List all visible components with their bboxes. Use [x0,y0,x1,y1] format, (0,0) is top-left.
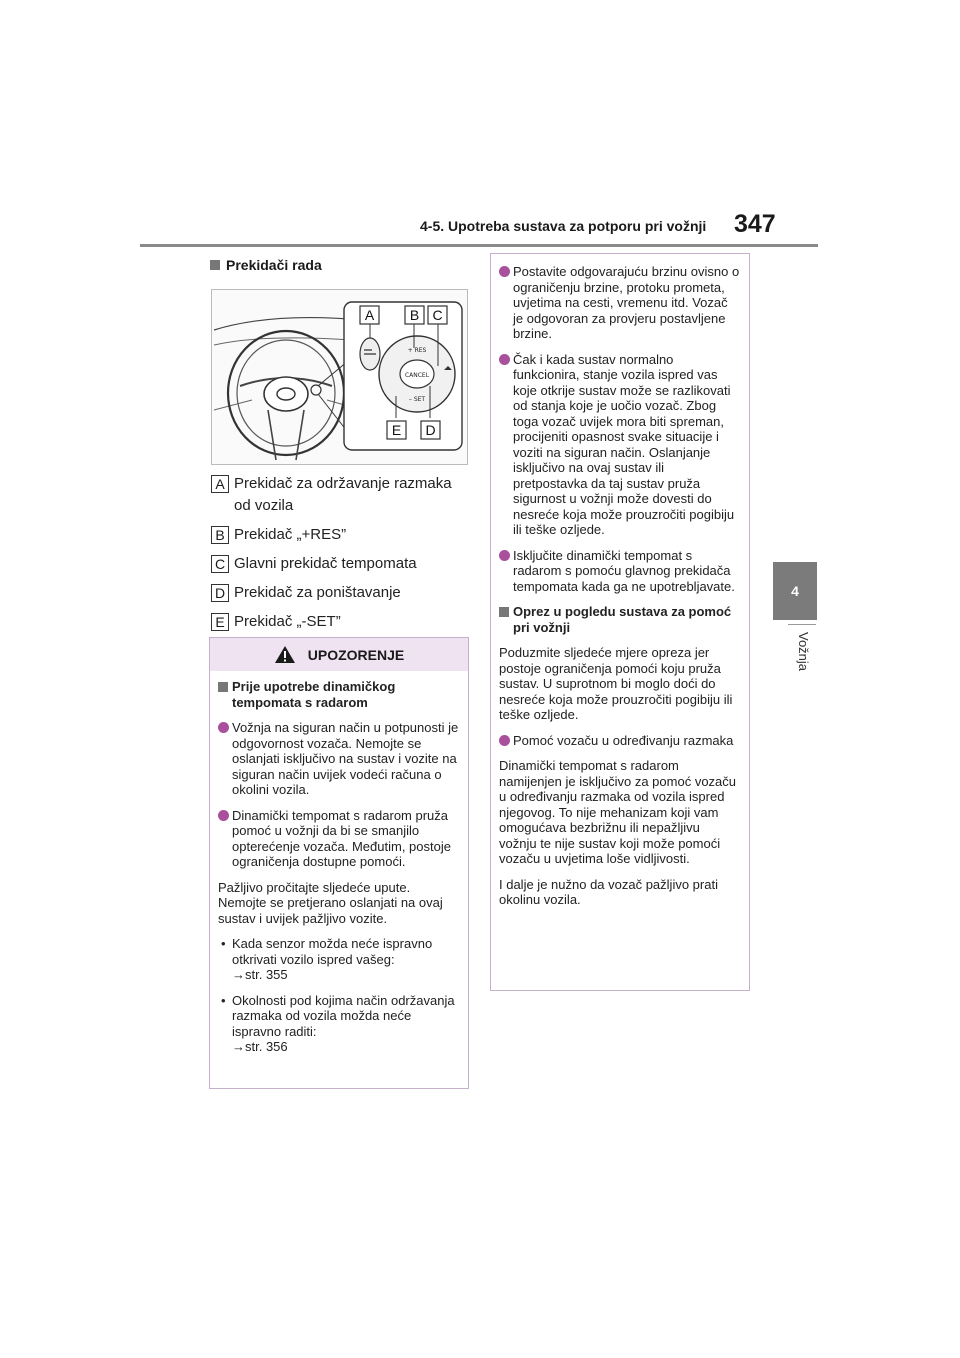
assist-bullet [499,733,741,749]
dash-bullet-icon: • [221,992,226,1008]
switch-label-text: Prekidač za održavanje razmaka od vozila [234,475,452,514]
chapter-tab-rule [788,624,816,625]
switch-labels-list [211,473,471,640]
warning-continuation-box [490,253,750,991]
switch-label-e [211,611,471,633]
switch-label-d [211,582,471,604]
dash-bullet-icon: • [221,936,226,951]
warning-bullet [218,808,460,870]
callout-d: D [425,422,436,438]
round-bullet-icon [499,266,510,277]
round-bullet-icon [218,810,229,821]
square-bullet-icon [499,607,509,617]
running-header: 4-5. Upotreba sustava za potporu pri vožnji [420,218,707,234]
continuation-bullet-text: Postavite odgovarajuću brzinu ovisno o ograničenju brzine, protoku prometa, uvjetima na cesti, vremenu itd. Vozač je odgovoran za provjeru postavljene brzine. [513,264,740,341]
cancel-text: CANCEL [404,372,430,379]
continuation-body [491,254,749,926]
header-rule [140,244,818,247]
warning-dash-text: Kada senzor možda neće ispravno otkrivati vozilo ispred vašeg: →str. 355 [232,936,433,982]
callout-b: B [409,307,420,323]
warning-subheading [218,679,460,710]
warning-dash-item [218,936,460,983]
warning-paragraph: Pažljivo pročitajte sljedeće upute. Nemojte se pretjerano oslanjati na ovaj sustav i uvijek pažljivo vozite. [218,879,443,926]
page-number: 347 [734,210,776,238]
switch-label-a [211,473,471,517]
round-bullet-icon [499,354,510,365]
callout-c: C [432,307,443,323]
switch-label-c [211,553,471,575]
round-bullet-icon [499,550,510,561]
continuation-bullet [499,264,741,342]
letter-box: A [211,475,229,493]
chapter-label: Vožnja [796,632,811,672]
switch-label-text: Prekidač za poništavanje [234,584,401,601]
chapter-tab: 4 [773,562,817,620]
switch-label-b [211,524,471,546]
warning-bullet-text: Dinamički tempomat s radarom pruža pomoć u vožnji da bi se smanjilo opterećenje vozača. Međutim, postoje ograničenja dostupne pomoći. [232,807,451,869]
letter-box: C [211,555,229,573]
square-bullet-icon [210,260,220,270]
steering-wheel-illustration [211,289,468,465]
switch-label-text: Glavni prekidač tempomata [234,555,417,572]
warning-triangle-icon [274,645,296,664]
warning-title: UPOZORENJE [307,646,405,663]
continuation-bullet [499,548,741,595]
continuation-bullet-text: Čak i kada sustav normalno funkcionira, stanje vozila ispred vas koje otkrije sustav može se razlikovati od stanja koje je uočio vozač. Zbog toga vozač uvijek mora biti spreman, procijeniti opasnost svake situacije i voziti na siguran način. Oslanjanje isključivo na ovaj sustav ili pretpostavka da taj sustav pruža sigurnost u vožnji može dovesti do nesreće koja može prouzročiti pogibiju ili teške ozljede. [513,351,735,537]
assist-bullet-text: Pomoć vozaču u određivanju razmaka [513,732,734,748]
warning-header [210,638,468,671]
letter-box: E [211,613,229,631]
switch-label-text: Prekidač „-SET” [234,613,341,630]
caution-paragraph: Poduzmite sljedeće mjere opreza jer postoje ograničenja pomoći koju pruža sustav. U suprotnom bi moglo doći do nesreće koja može prouzročiti pogibiju ili teške ozljede. [499,645,733,722]
round-bullet-icon [499,735,510,746]
steering-wheel-drawing [212,290,467,464]
letter-box: B [211,526,229,544]
warning-bullet-text: Vožnja na siguran način u potpunosti je odgovornost vozača. Nemojte se oslanjati isključivo na sustav i vozite na siguran način uvijek vodeći računa o okolini vozila. [232,720,459,797]
continuation-bullet [499,352,741,538]
callout-e: E [391,422,402,438]
set-text: – SET [408,396,426,403]
assist-paragraph: Dinamički tempomat s radarom namijenjen je isključivo za pomoć vozaču u određivanju razmaka od vozila ispred njegovog. To nije mehanizam koji vam omogućava bezbrižnu ili nepažljivu vožnju te nije sustav koji može pomoći vozaču u uvjetima loše vidljivosti. [499,758,737,866]
res-text: + RES [407,347,427,354]
continuation-bullet-text: Isključite dinamički tempomat s radarom s pomoću glavnog prekidača tempomata kada ga ne upotrebljavate. [513,547,735,594]
round-bullet-icon [218,722,229,733]
letter-box: D [211,584,229,602]
warning-body [210,671,468,1073]
callout-a: A [364,307,375,323]
caution-subheading-text: Oprez u pogledu sustava za pomoć pri vožnji [513,604,732,635]
warning-bullet [218,720,460,798]
switch-label-text: Prekidač „+RES” [234,526,347,543]
warning-dash-text: Okolnosti pod kojima način održavanja razmaka od vozila možda neće ispravno raditi: →str. 356 [232,992,455,1054]
section-heading [210,257,322,273]
warning-dash-item [218,993,460,1055]
caution-subheading [499,604,741,635]
square-bullet-icon [218,682,228,692]
section-heading-text: Prekidači rada [226,257,322,273]
warning-subheading-text: Prije upotrebe dinamičkog tempomata s radarom [232,679,396,710]
warning-box [209,637,469,1089]
closing-paragraph: I dalje je nužno da vozač pažljivo prati okolinu vozila. [499,876,718,907]
